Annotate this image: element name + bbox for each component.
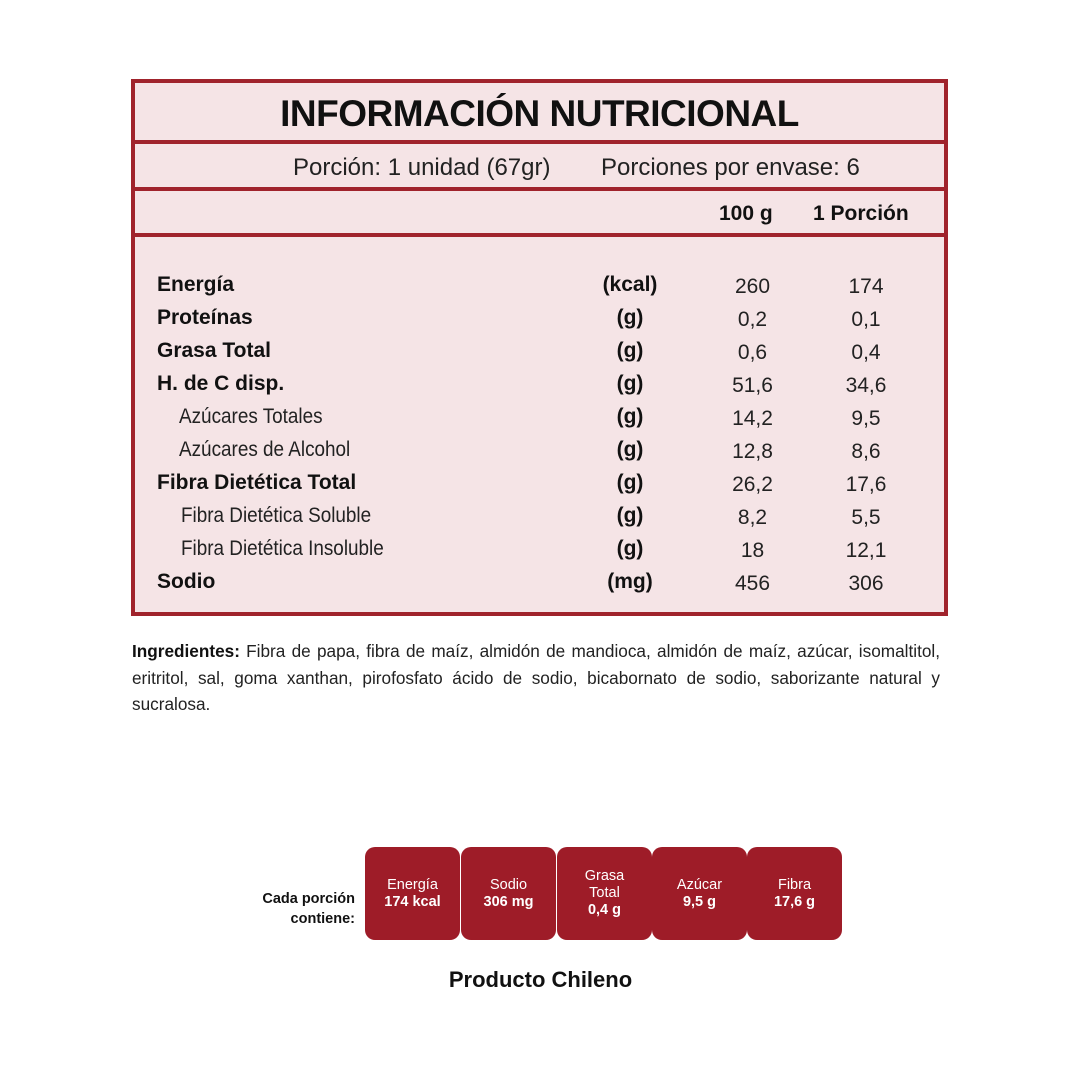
seal-sodio [461,847,556,940]
nutrient-name: Grasa Total [157,339,271,362]
seal-value: 0,4 g [587,902,622,918]
nutrient-value-portion: 34,6 [845,374,887,397]
nutrient-value-portion: 0,1 [851,308,881,331]
nutrient-name: H. de C disp. [157,372,285,395]
nutrient-row-fibra-total [135,468,944,501]
nutrient-row-azucares-alcohol [135,435,944,468]
nutrient-name: Proteínas [157,306,253,329]
nutrient-row-grasa-total [135,336,944,369]
title-row [135,83,944,144]
nutrient-value-portion: 9,5 [851,407,881,430]
seals-label [230,889,355,929]
nutrient-unit: (g) [616,438,644,461]
nutrient-name: Azúcares de Alcohol [179,438,351,461]
seal-value: 174 kcal [384,893,441,910]
nutrient-row-hdc [135,369,944,402]
seal-value: 17,6 g [773,893,816,910]
seal-azucar [652,847,747,940]
nutrient-value-portion: 0,4 [851,341,881,364]
column-header-portion: 1 Porción [813,202,909,225]
nutrient-unit: (g) [616,471,644,494]
seal-label: Azúcar [676,876,723,893]
nutrient-value-portion: 12,1 [845,539,887,562]
nutrient-rows [135,270,944,600]
ingredients-label: Ingredientes: [132,641,240,661]
nutrient-name: Fibra Dietética Soluble [181,504,372,527]
nutrient-value-100g: 8,2 [737,506,768,529]
nutrient-value-100g: 0,2 [737,308,768,331]
seal-label: Energía [387,876,438,893]
seal-label-line2: Total [589,885,620,901]
nutrient-row-proteinas [135,303,944,336]
nutrient-row-fibra-soluble [135,501,944,534]
nutrient-row-sodio [135,567,944,600]
nutrient-unit: (g) [616,537,644,560]
nutrient-row-azucares-totales [135,402,944,435]
nutrient-value-portion: 306 [848,572,884,595]
product-origin: Producto Chileno [448,967,633,992]
panel-title: INFORMACIÓN NUTRICIONAL [280,92,799,134]
nutrition-facts-panel [131,79,948,616]
seals-label-line2: contiene: [290,911,355,927]
seal-value: 306 mg [483,893,534,910]
seal-label: Sodio [489,876,528,893]
nutrient-value-100g: 18 [740,539,765,562]
nutrient-name: Azúcares Totales [179,405,323,428]
nutrient-value-100g: 0,6 [737,341,768,364]
nutrient-name: Fibra Dietética Total [157,471,357,494]
nutrient-unit: (kcal) [602,273,658,296]
seal-fibra [747,847,842,940]
seal-grasa-total [557,847,652,940]
nutrient-value-100g: 456 [734,572,771,595]
ingredients-paragraph [132,638,940,718]
column-header-row [135,191,944,237]
nutrient-value-100g: 51,6 [732,374,773,397]
nutrient-unit: (mg) [607,570,653,593]
nutrient-value-portion: 174 [848,275,884,298]
seal-label-line1: Grasa [584,868,625,884]
nutrient-value-100g: 260 [734,275,771,298]
portions-per-pack: Porciones por envase: 6 [601,154,860,181]
seals-label-line1: Cada porción [262,891,355,907]
nutrient-unit: (g) [616,372,644,395]
seal-energia [365,847,460,940]
column-header-100g: 100 g [719,202,773,225]
nutrient-value-100g: 26,2 [732,473,773,496]
nutrient-row-energia [135,270,944,303]
nutrient-value-100g: 14,2 [732,407,773,430]
nutrient-row-fibra-insoluble [135,534,944,567]
nutrient-value-portion: 17,6 [845,473,887,496]
ingredients-text: Fibra de papa, fibra de maíz, almidón de mandioca, almidón de maíz, azúcar, isomaltitol, eritritol, sal, goma xanthan, pirofosfato ácido de sodio, bicabornato de sodio, saborizante natural y sucralosa. [132,641,940,714]
nutrient-unit: (g) [616,339,644,362]
nutrient-value-portion: 8,6 [851,440,881,463]
nutrient-name: Sodio [157,570,216,593]
seal-label: Fibra [777,876,812,893]
seal-value: 9,5 g [682,893,717,910]
nutrient-unit: (g) [616,306,644,329]
nutrient-unit: (g) [616,405,644,428]
nutrient-name: Energía [157,273,235,296]
nutrient-value-portion: 5,5 [851,506,881,529]
portion-row [135,144,944,191]
nutrient-unit: (g) [616,504,644,527]
portion-size: Porción: 1 unidad (67gr) [293,154,551,181]
nutrient-value-100g: 12,8 [732,440,773,463]
nutrient-name: Fibra Dietética Insoluble [181,537,384,560]
